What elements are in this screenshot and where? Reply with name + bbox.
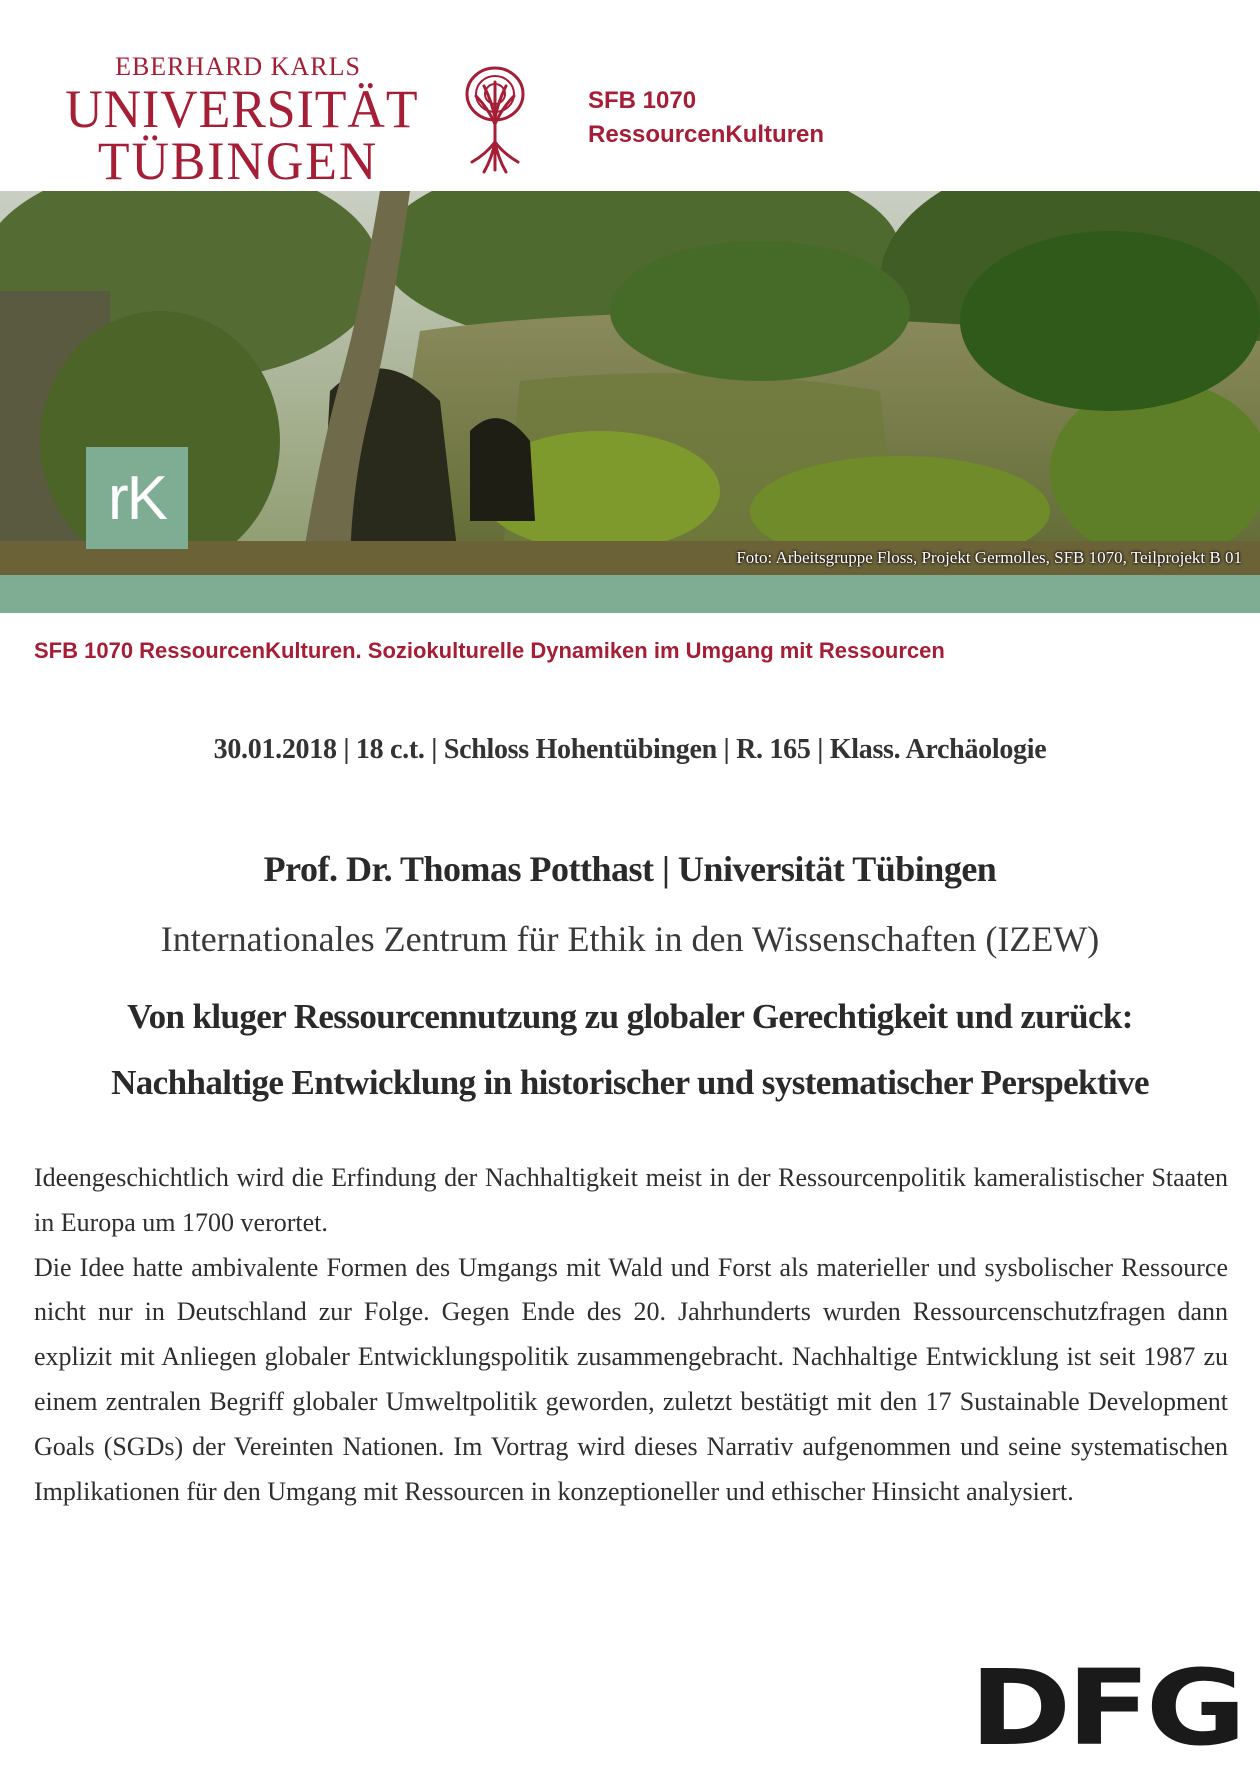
talk-title-line1: Von kluger Ressourcennutzung zu globaler Gerechtigkeit und zurück: xyxy=(127,997,1133,1036)
banner-photo xyxy=(0,191,1260,575)
dfg-logo: DFG xyxy=(969,1647,1242,1769)
sfb-heading xyxy=(588,84,824,152)
university-logo-line1: EBERHARD KARLS xyxy=(115,52,361,81)
overgrown-ruin-illustration xyxy=(0,191,1260,575)
sfb-name: RessourcenKulturen xyxy=(588,121,825,148)
accent-band xyxy=(0,575,1260,613)
event-info-line: 30.01.2018 | 18 c.t. | Schloss Hohentübingen | R. 165 | Klass. Archäologie xyxy=(213,734,1047,765)
speaker-line: Prof. Dr. Thomas Potthast | Universität Tübingen xyxy=(263,849,997,889)
university-logo xyxy=(58,52,419,191)
university-logo-line2: UNIVERSITÄT xyxy=(65,79,419,139)
talk-title-line2: Nachhaltige Entwicklung in historischer und systematischer Perspektive xyxy=(111,1063,1149,1102)
university-logo-line3: TÜBINGEN xyxy=(97,131,379,191)
tree-emblem-icon xyxy=(462,62,528,176)
talk-title xyxy=(0,984,1260,1116)
abstract-paragraph-1: Ideengeschichtlich wird die Erfindung der Nachhaltigkeit meist in der Ressourcenpolitik kameralistischer Staaten in Europa um 1700 verortet. xyxy=(34,1163,1228,1237)
abstract-text xyxy=(34,1156,1228,1514)
photo-credit: Foto: Arbeitsgruppe Floss, Projekt Germolles, SFB 1070, Teilprojekt B 01 xyxy=(736,548,1242,567)
rk-badge-logo: rK xyxy=(86,447,188,549)
institute-line: Internationales Zentrum für Ethik in den Wissenschaften (IZEW) xyxy=(160,919,1100,959)
sfb-number: SFB 1070 xyxy=(588,87,697,114)
sfb-full-title: SFB 1070 RessourcenKulturen. Soziokulturelle Dynamiken im Umgang mit Ressourcen xyxy=(34,638,945,663)
abstract-paragraph-2: Die Idee hatte ambivalente Formen des Umgangs mit Wald und Forst als materieller und sysbolischer Ressource nicht nur in Deutschland zur Folge. Gegen Ende des 20. Jahrhunderts wurden Ressourcenschutzfragen dann explizit mit Anliegen globaler Entwicklungspolitik zusammengebracht. Nachhaltige Entwicklung ist seit 1987 zu einem zentralen Begriff globaler Umweltpolitik geworden, zuletzt bestätigt mit den 17 Sustainable Development Goals (SGDs) der Vereinten Nationen. Im Vortrag wird dieses Narrativ aufgenommen und seine systematischen Implikationen für den Umgang mit Ressourcen in konzeptioneller und ethischer Hinsicht analysiert. xyxy=(34,1252,1228,1506)
